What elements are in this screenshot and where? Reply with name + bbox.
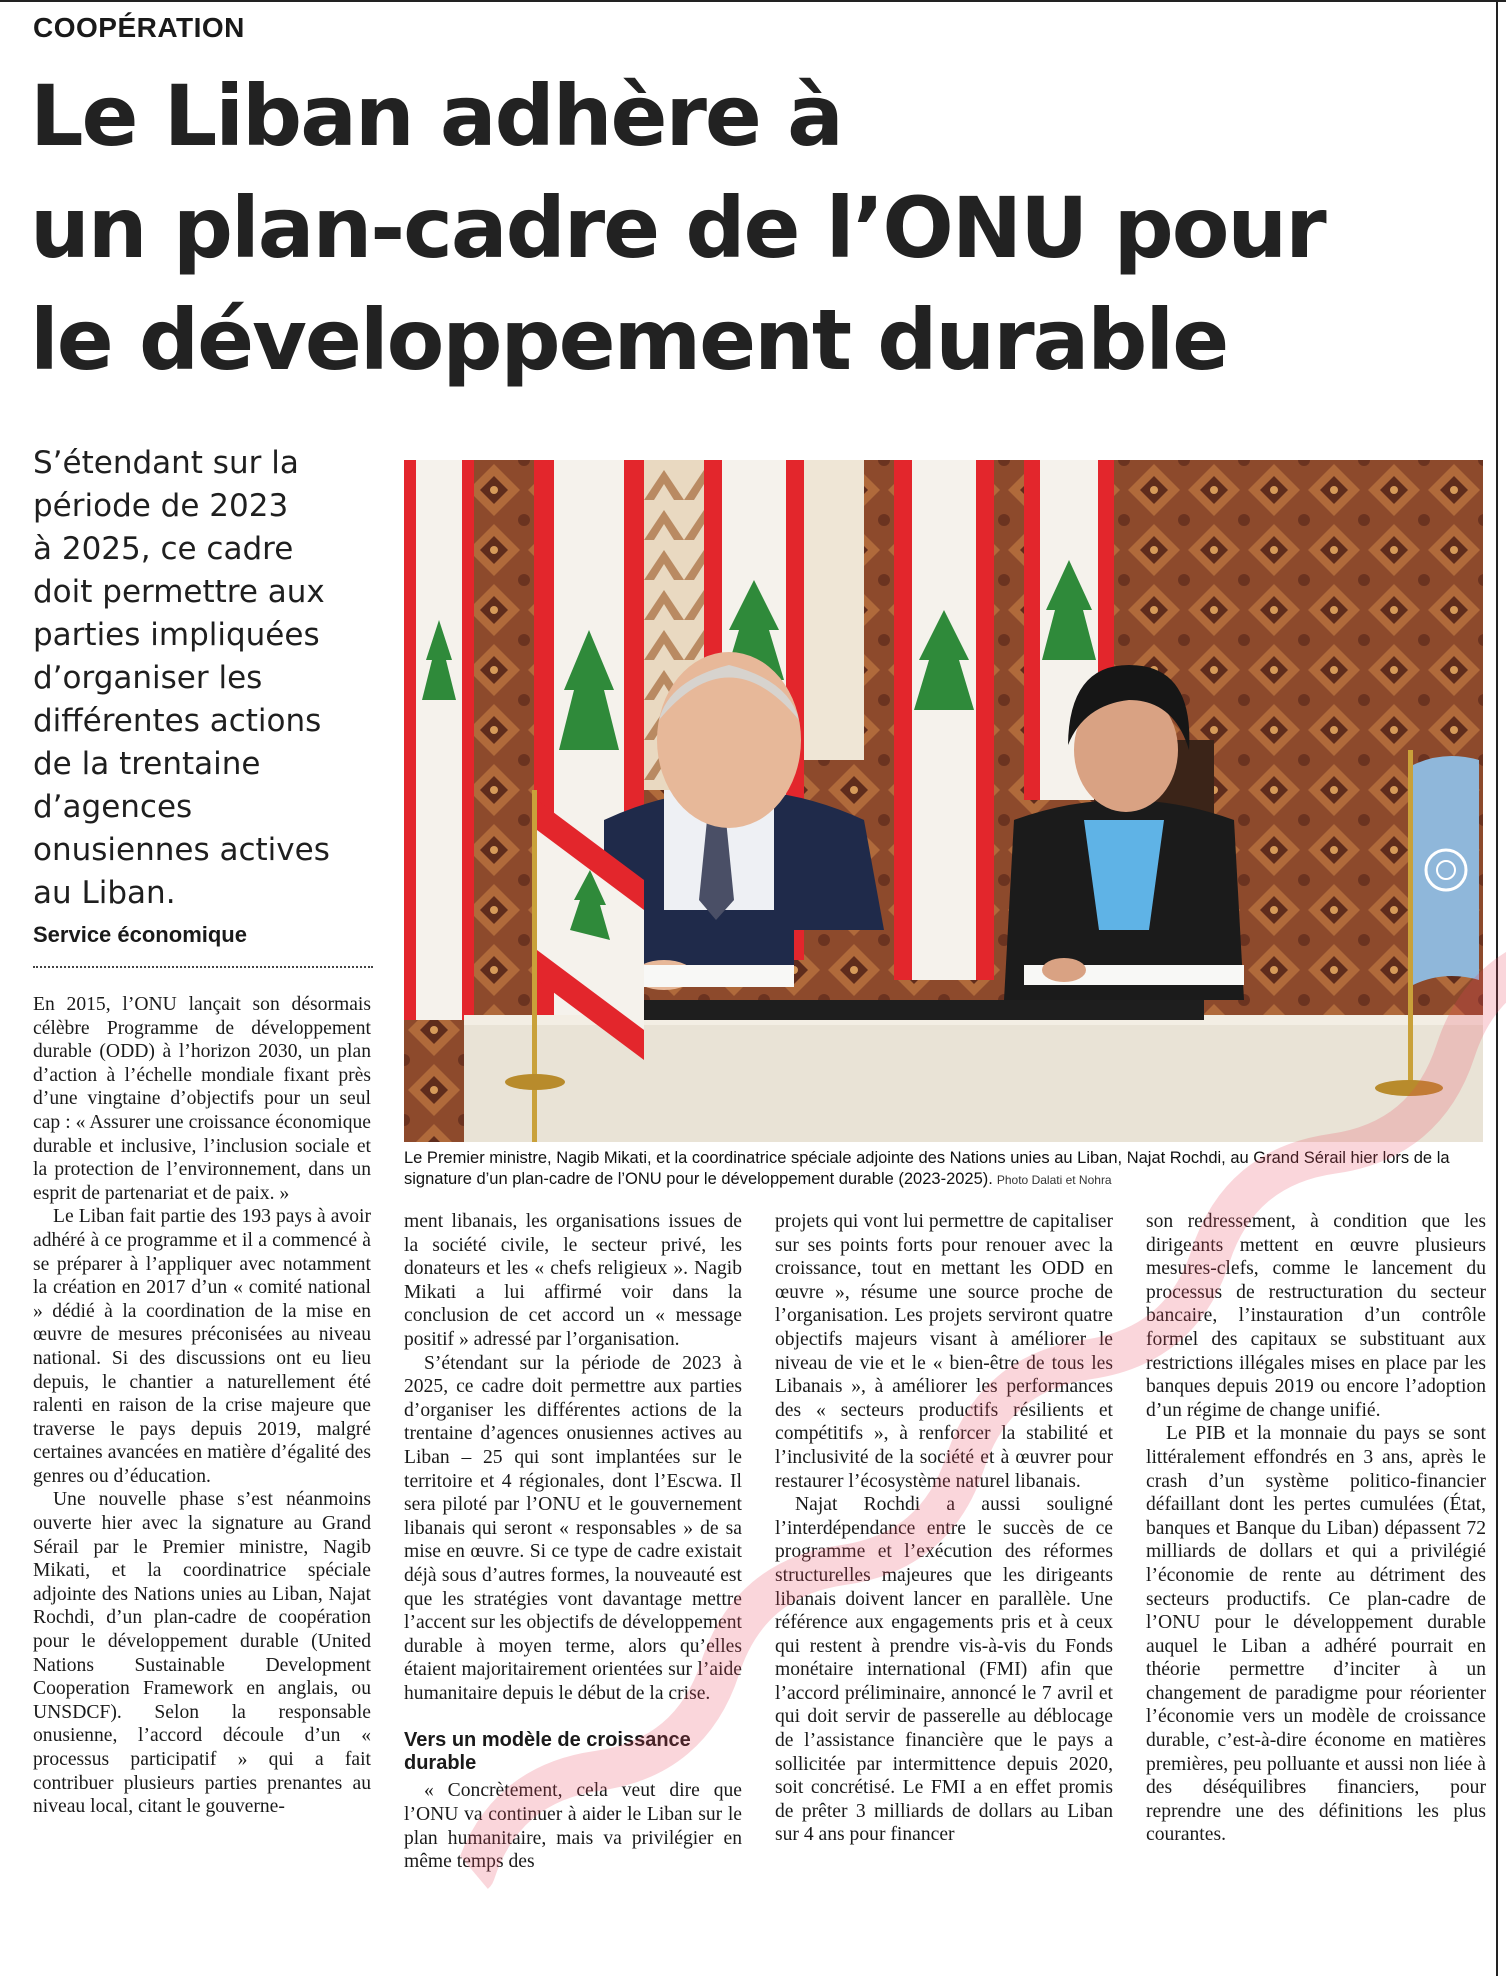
lede-line: d’agences bbox=[33, 789, 193, 825]
lede-line: doit permettre aux bbox=[33, 574, 325, 610]
top-rule bbox=[0, 0, 1506, 2]
signing-photo bbox=[404, 460, 1483, 1142]
article-column-4 bbox=[1146, 1210, 1486, 1847]
lede-line: différentes actions bbox=[33, 703, 322, 739]
byline: Service économique bbox=[33, 922, 247, 947]
paragraph: projets qui vont lui permettre de capitaliser sur ses points forts pour renouer avec la croissance, tout en mettant les ODD en œuvre », résume une source proche de l’organisation. Les projets serviront quatre objectifs majeurs visant à améliorer le niveau de vie et le « bien-être de tous les Libanais », à améliorer les performances des « secteurs productifs résilients et compétitifs », à renforcer la stabilité et l’inclusivité de la société et à œuvrer pour restaurer l’écosystème naturel libanais. bbox=[775, 1211, 1113, 1492]
article-column-1 bbox=[33, 993, 371, 1819]
lede-line: parties impliquées bbox=[33, 617, 320, 653]
paragraph: Le Liban fait partie des 193 pays à avoir adhéré à ce programme et il a commencé à se préparer à l’appliquer avec notamment la création en 2017 d’un « comité national » dédié à la coordination de la mise en œuvre de mesures préconisées au niveau national. Si des discussions ont eu lieu depuis, le chantier a naturellement été ralenti en raison de la crise majeure que traverse le pays depuis 2019, malgré certaines avancées en matière d’égalité des genres ou d’éducation. bbox=[33, 1206, 371, 1487]
paragraph: Une nouvelle phase s’est néanmoins ouverte hier avec la signature au Grand Sérail par le Premier ministre, Nagib Mikati, et la coordinatrice spéciale adjointe des Nations unies au Liban, Najat Rochdi, d’un plan-cadre de coopération pour le développement durable (United Nations Sustainable Development Cooperation Framework en anglais, ou UNSDCF). Selon la responsable onusienne, l’accord découle d’un « processus participatif » qui a fait contribuer plusieurs parties prenantes au niveau local, citant le gouverne- bbox=[33, 1489, 371, 1818]
photo-credit: Photo Dalati et Nohra bbox=[996, 1173, 1112, 1187]
lede-line: de la trentaine bbox=[33, 746, 261, 782]
lede-line: onusiennes actives bbox=[33, 832, 330, 868]
paragraph: « Concrètement, cela veut dire que l’ONU va continuer à aider le Liban sur le plan humanitaire, mais va privilégier en même temps des bbox=[404, 1780, 742, 1873]
section-rubric: COOPÉRATION bbox=[33, 12, 245, 43]
headline-line: un plan-cadre de l’ONU pour bbox=[30, 179, 1325, 277]
flag-1 bbox=[404, 460, 474, 1020]
headline-line: le développement durable bbox=[30, 291, 1228, 389]
caption-text: Le Premier ministre, Nagib Mikati, et la coordinatrice spéciale adjointe des Nations unies au Liban, Najat Rochdi, au Grand Sérail hier lors de la signature d’un plan-cadre de l’ONU pour le développement durable (2023-2025). bbox=[404, 1149, 1450, 1188]
headline-line: Le Liban adhère à bbox=[30, 67, 842, 165]
headline bbox=[30, 60, 1460, 396]
paragraph: S’étendant sur la période de 2023 à 2025, ce cadre doit permettre aux parties d’organiser les différentes actions de la trentaine d’agences onusiennes actives au Liban – 25 qui sont implantées sur le territoire et 4 régionales, dont l’Escwa. Il sera piloté par l’ONU et le gouvernement libanais qui seront « responsables » de sa mise en œuvre. Si ce type de cadre existait déjà sous d’autres formes, la nouveauté est que les stratégies vont davantage mettre l’accent sur les objectifs de développement durable à moyen terme, alors qu’elles étaient majoritairement orientées sur l’aide humanitaire depuis le début de la crise. bbox=[404, 1352, 742, 1704]
dotted-separator bbox=[33, 966, 373, 968]
paragraph: Le PIB et la monnaie du pays se sont littéralement effondrés en 3 ans, après le crash d’un système politico-financier défaillant dont les pertes cumulées (État, banques et Banque du Liban) dépassent 72 milliards de dollars et qui a privilégié l’économie de rente au détriment des secteurs productifs. Ce plan-cadre de l’ONU pour le développement durable auquel le Liban a adhéré pourrait en théorie permettre d’inciter à un changement de paradigme pour réorienter l’économie vers un modèle de croissance durable, c’est-à-dire économe en matières premières, peu polluante et aussi non liée à des déséquilibres financiers, pour reprendre une des définitions les plus courantes. bbox=[1146, 1423, 1486, 1846]
lede-line: à 2025, ce cadre bbox=[33, 531, 294, 567]
lede-line: période de 2023 bbox=[33, 488, 289, 524]
lede-line: d’organiser les bbox=[33, 660, 263, 696]
paragraph: Najat Rochdi a aussi souligné l’interdépendance entre le succès de ce programme et l’exécution des réformes structurelles majeures que les dirigeants libanais doivent lancer en parallèle. Une référence aux engagements pris et à ceux qui restent à prendre vis-à-vis du Fonds monétaire international (FMI) afin que l’accord préliminaire, annoncé le 7 avril et qui doit servir de passerelle au déblocage de l’assistance financière que le pays a sollicitée par intermittence depuis 2020, soit concrétisé. Le FMI a en effet promis de prêter 3 milliards de dollars au Liban sur 4 ans pour financer bbox=[775, 1494, 1113, 1846]
right-rule bbox=[1496, 0, 1498, 1976]
signing-photo-illustration bbox=[404, 460, 1483, 1142]
article-column-3 bbox=[775, 1210, 1113, 1847]
paragraph: son redressement, à condition que les dirigeants mettent en œuvre plusieurs mesures-clefs, comme le lancement du processus de restructuration du secteur bancaire, l’instauration d’un contrôle formel des capitaux se substituant aux restrictions illégales mises en place par les banques depuis 2019 ou encore l’adoption d’un régime de change unifié. bbox=[1146, 1211, 1486, 1421]
flag-4 bbox=[894, 460, 994, 980]
lede bbox=[33, 442, 363, 915]
photo-caption bbox=[404, 1148, 1494, 1191]
lede-line: S’étendant sur la bbox=[33, 445, 299, 481]
subheading: Vers un modèle de croissance durable bbox=[404, 1729, 691, 1775]
article-column-2 bbox=[404, 1210, 742, 1874]
paragraph: ment libanais, les organisations issues de la société civile, le secteur privé, les donateurs et les « chefs religieux ». Nagib Mikati a lui affirmé voir dans la conclusion de cet accord un « message positif » adressé par l’organisation. bbox=[404, 1211, 742, 1350]
paragraph: En 2015, l’ONU lançait son désormais célèbre Programme de développement durable (ODD) à l’horizon 2030, un plan d’action à l’échelle mondiale fixant près d’une vingtaine d’objectifs pour un seul cap : « Assurer une croissance économique durable et inclusive, l’inclusion sociale et la protection de l’environnement, dans un esprit de partenariat et de paix. » bbox=[33, 994, 371, 1204]
lede-line: au Liban. bbox=[33, 875, 176, 911]
